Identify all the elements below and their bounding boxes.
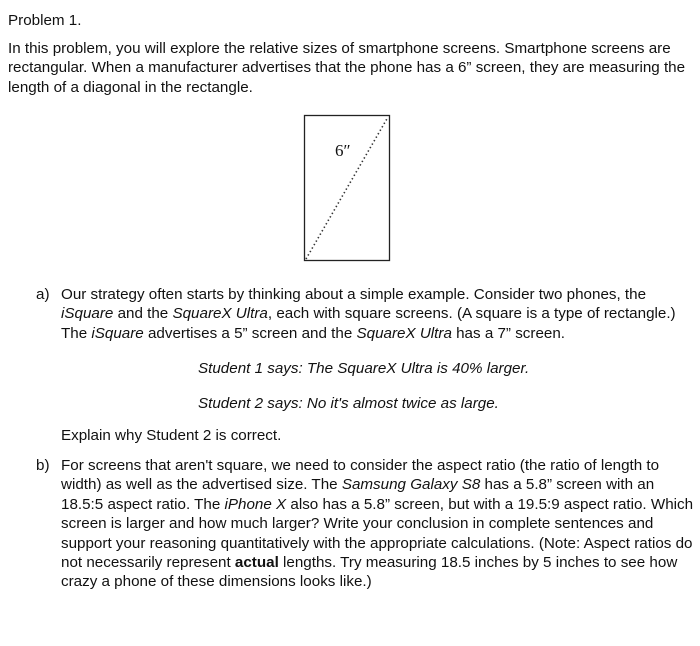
part-b-label: b) — [36, 457, 50, 474]
part-b-text-1: For screens that aren't square, we need to consider the aspect ratio (the ratio of length to width) as well as the advertised size. The — [61, 457, 660, 494]
part-a-text-2: and the — [113, 305, 173, 323]
part-a-label: a) — [36, 286, 50, 303]
part-a-text-3: , each with square screens. (A square is a type of rectangle.) The — [61, 305, 676, 342]
part-b-em-2: iPhone X — [224, 495, 287, 513]
student-1-quote: Student 1 says: The SquareX Ultra is 40% larger. — [198, 360, 530, 377]
explain-prompt: Explain why Student 2 is correct. — [61, 427, 282, 444]
part-b-em-1: Samsung Galaxy S8 — [341, 476, 481, 494]
part-b-text-3: also has a 5.8” screen, but with a 19.5:9 aspect ratio. Which screen is larger and how much larger? Write your conclusion in complete sentences and support your reasoning quantitatively with the appropriate calculations. (Note: Aspect ratios do not necessarily represent — [61, 495, 694, 572]
part-b-strong: actual — [234, 554, 279, 572]
diagonal-label: 6″ — [335, 141, 351, 160]
diagonal-line — [306, 117, 388, 259]
part-b-text-2: has a 5.8” screen with an 18.5:5 aspect ratio. The — [61, 476, 655, 513]
part-a-em-1: iSquare — [61, 305, 114, 323]
part-a-em-2: SquareX Ultra — [172, 305, 268, 323]
part-b-text-4: lengths. Try measuring 18.5 inches by 5 inches to see how crazy a phone of these dimensions looks like.) — [61, 554, 678, 591]
part-a-text-1: Our strategy often starts by thinking about a simple example. Consider two phones, the — [61, 286, 647, 303]
rectangle-figure — [300, 111, 394, 265]
part-a-em-3: iSquare — [91, 324, 144, 342]
part-a-text-4: advertises a 5” screen and the — [143, 324, 357, 342]
part-b-text — [61, 456, 697, 592]
part-a-text-5: has a 7” screen. — [451, 324, 566, 342]
part-a-text — [61, 285, 697, 343]
phone-screen-diagram — [300, 111, 394, 265]
problem-intro: In this problem, you will explore the relative sizes of smartphone screens. Smartphone screens are rectangular. When a manufacturer advertises that the phone has a 6” screen, they are measuring the length of a diagonal in the rectangle. — [8, 40, 686, 96]
student-2-quote: Student 2 says: No it's almost twice as large. — [198, 395, 499, 412]
part-a-em-4: SquareX Ultra — [356, 324, 452, 342]
problem-title: Problem 1. — [8, 12, 82, 29]
